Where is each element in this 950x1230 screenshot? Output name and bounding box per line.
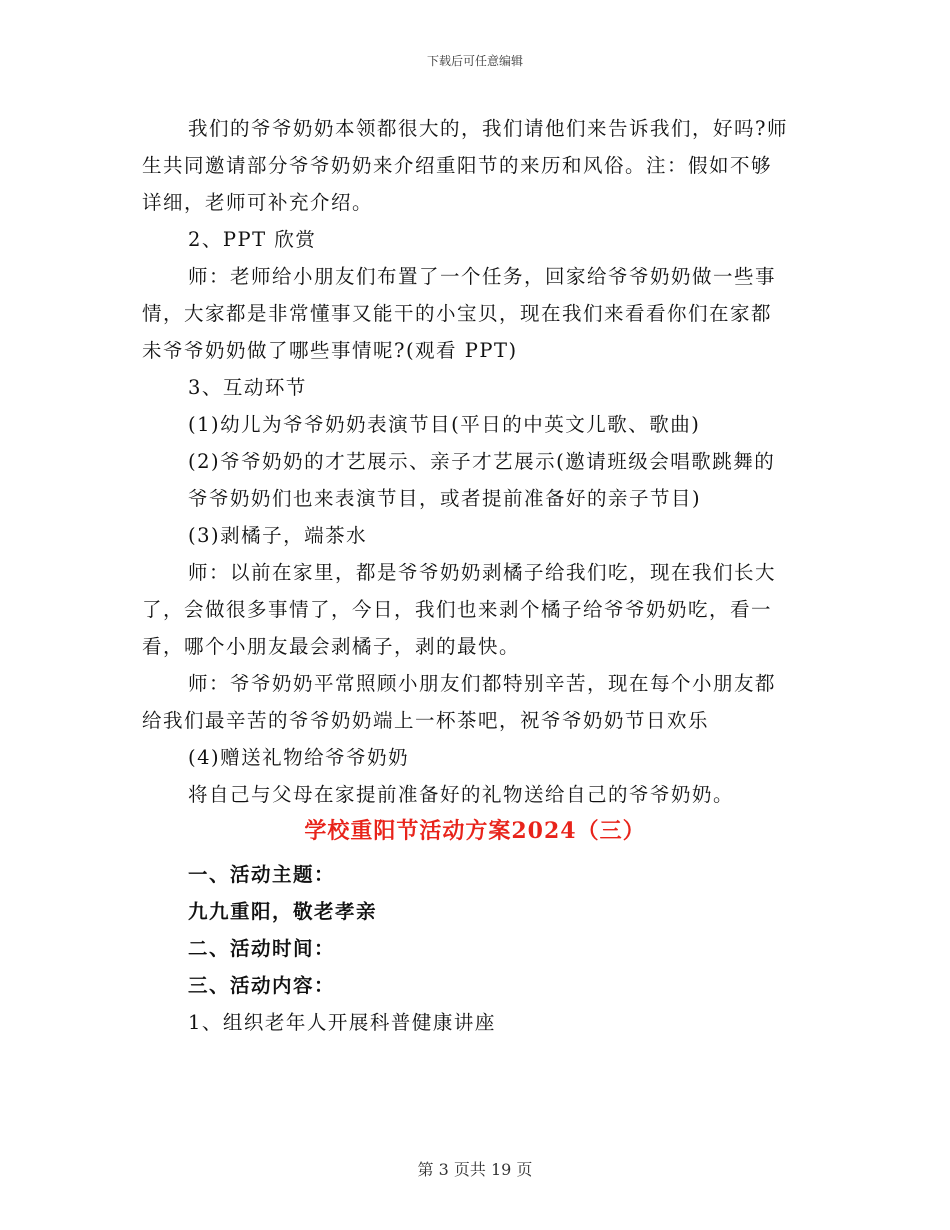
content-heading: 三、活动内容： xyxy=(188,974,336,997)
paragraph-line: 情，大家都是非常懂事又能干的小宝贝，现在我们来看看你们在家都 xyxy=(142,302,773,325)
list-item: (4)赠送礼物给爷爷奶奶 xyxy=(188,746,410,769)
paragraph-line: 师：以前在家里，都是爷爷奶奶剥橘子给我们吃，现在我们长大 xyxy=(188,561,777,584)
paragraph-line: 我们的爷爷奶奶本领都很大的，我们请他们来告诉我们，好吗?师 xyxy=(188,117,788,140)
paragraph-line: 未爷爷奶奶做了哪些事情呢?(观看 PPT) xyxy=(142,339,518,362)
paragraph-line: 师：老师给小朋友们布置了一个任务，回家给爷爷奶奶做一些事 xyxy=(188,265,777,288)
time-heading: 二、活动时间： xyxy=(188,937,336,960)
content-item: 1、组织老年人开展科普健康讲座 xyxy=(188,1011,496,1034)
list-item: (1)幼儿为爷爷奶奶表演节目(平日的中英文儿歌、歌曲) xyxy=(188,413,701,436)
theme-heading: 一、活动主题： xyxy=(188,863,336,886)
paragraph-line: 生共同邀请部分爷爷奶奶来介绍重阳节的来历和风俗。注：假如不够 xyxy=(142,154,773,177)
paragraph-line: 了，会做很多事情了，今日，我们也来剥个橘子给爷爷奶奶吃，看一 xyxy=(142,598,773,621)
page-footer: 第 3 页共 19 页 xyxy=(417,1160,533,1179)
plan-section xyxy=(188,856,788,1041)
theme-value: 九九重阳，敬老孝亲 xyxy=(188,900,378,923)
page-header: 下载后可任意编辑 xyxy=(426,54,523,68)
subheading-interaction: 3、互动环节 xyxy=(188,376,307,399)
paragraph-line: 爷爷奶奶们也来表演节目，或者提前准备好的亲子节目) xyxy=(188,487,702,510)
section-title: 学校重阳节活动方案2024（三） xyxy=(304,818,646,844)
list-item: (3)剥橘子，端茶水 xyxy=(188,524,368,547)
paragraph-line: 将自己与父母在家提前准备好的礼物送给自己的爷爷奶奶。 xyxy=(188,783,735,806)
document-body xyxy=(142,110,802,813)
list-item: (2)爷爷奶奶的才艺展示、亲子才艺展示(邀请班级会唱歌跳舞的 xyxy=(188,450,776,473)
paragraph-line: 给我们最辛苦的爷爷奶奶端上一杯茶吧，祝爷爷奶奶节日欢乐 xyxy=(142,709,710,732)
paragraph-line: 看，哪个小朋友最会剥橘子，剥的最快。 xyxy=(142,635,521,658)
paragraph-line: 师：爷爷奶奶平常照顾小朋友们都特别辛苦，现在每个小朋友都 xyxy=(188,672,777,695)
paragraph-line: 详细，老师可补充介绍。 xyxy=(142,191,374,214)
subheading-ppt: 2、PPT 欣赏 xyxy=(188,228,317,251)
